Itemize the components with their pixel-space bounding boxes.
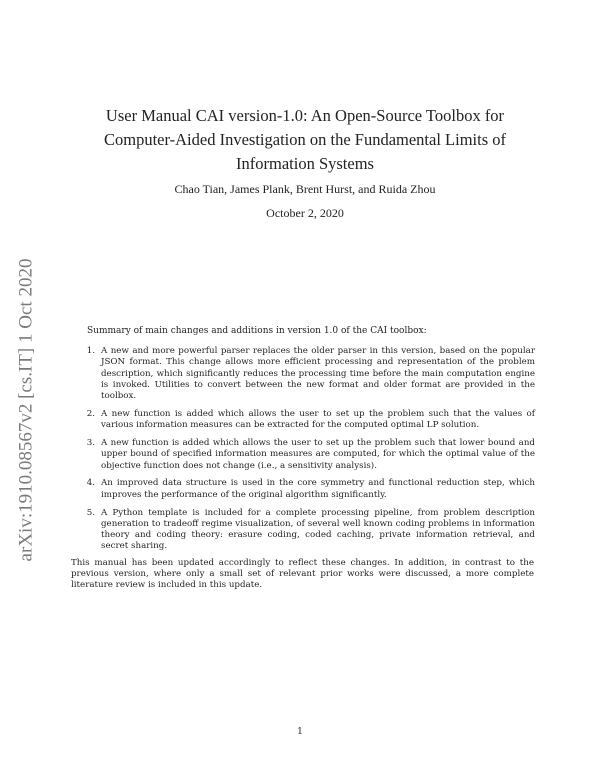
- closing-paragraph: This manual has been updated accordingly to reflect these changes. In addition, in contrast to the previous version, where only a small set of relevant prior works were discussed, a more complete literature review is included in this update.: [71, 557, 534, 591]
- arxiv-identifier-text: arXiv:1910.08567v2 [cs.IT] 1 Oct 2020: [15, 258, 37, 562]
- list-item: [75, 409, 535, 432]
- list-item: [75, 508, 535, 553]
- list-item-text: An improved data structure is used in the core symmetry and functional reduction step, which improves the performance of the original algorithm significantly.: [101, 478, 535, 500]
- paper-authors: Chao Tian, James Plank, Brent Hurst, and Ruida Zhou: [174, 182, 436, 196]
- list-item-number: 1.: [86, 346, 95, 356]
- list-item: [75, 438, 535, 472]
- list-item-text: A new function is added which allows the user to set up the problem such that lower bound and upper bound of specified information measures are computed, for which the optimal value of the objective function does not change (i.e., a sensitivity analysis).: [101, 438, 535, 471]
- list-item: [75, 346, 535, 402]
- list-item-text: A Python template is included for a complete processing pipeline, from problem description generation to tradeoff regime visualization, of several well known coding problems in information theory and coding theory: erasure coding, coded caching, private information retrieval, and secret sharing.: [101, 507, 535, 552]
- page-number: 1: [297, 727, 303, 737]
- list-item: [75, 478, 535, 501]
- list-item-text: A new and more powerful parser replaces the older parser in this version, based on the popular JSON format. This change allows more efficient processing and representation of the problem description, which significantly reduces the processing time before the main computation engine is invoked. Utilities to convert between the new format and older format are provided in the toolbox.: [101, 346, 535, 402]
- list-item-number: 2.: [86, 408, 95, 419]
- list-item-number: 4.: [86, 478, 95, 489]
- list-item-number: 3.: [86, 438, 95, 449]
- paper-date: October 2, 2020: [266, 206, 344, 220]
- changes-list: [75, 346, 535, 559]
- paper-title: User Manual CAI version-1.0: An Open-Source Toolbox for Computer-Aided Investigation on the Fundamental Limits of Information Systems: [103, 106, 507, 173]
- summary-intro: Summary of main changes and additions in version 1.0 of the CAI toolbox:: [87, 326, 427, 336]
- list-item-text: A new function is added which allows the user to set up the problem such that the values of various information measures can be extracted for the computed optimal LP solution.: [101, 408, 535, 431]
- arxiv-identifier: [6, 230, 46, 590]
- list-item-number: 5.: [86, 507, 95, 518]
